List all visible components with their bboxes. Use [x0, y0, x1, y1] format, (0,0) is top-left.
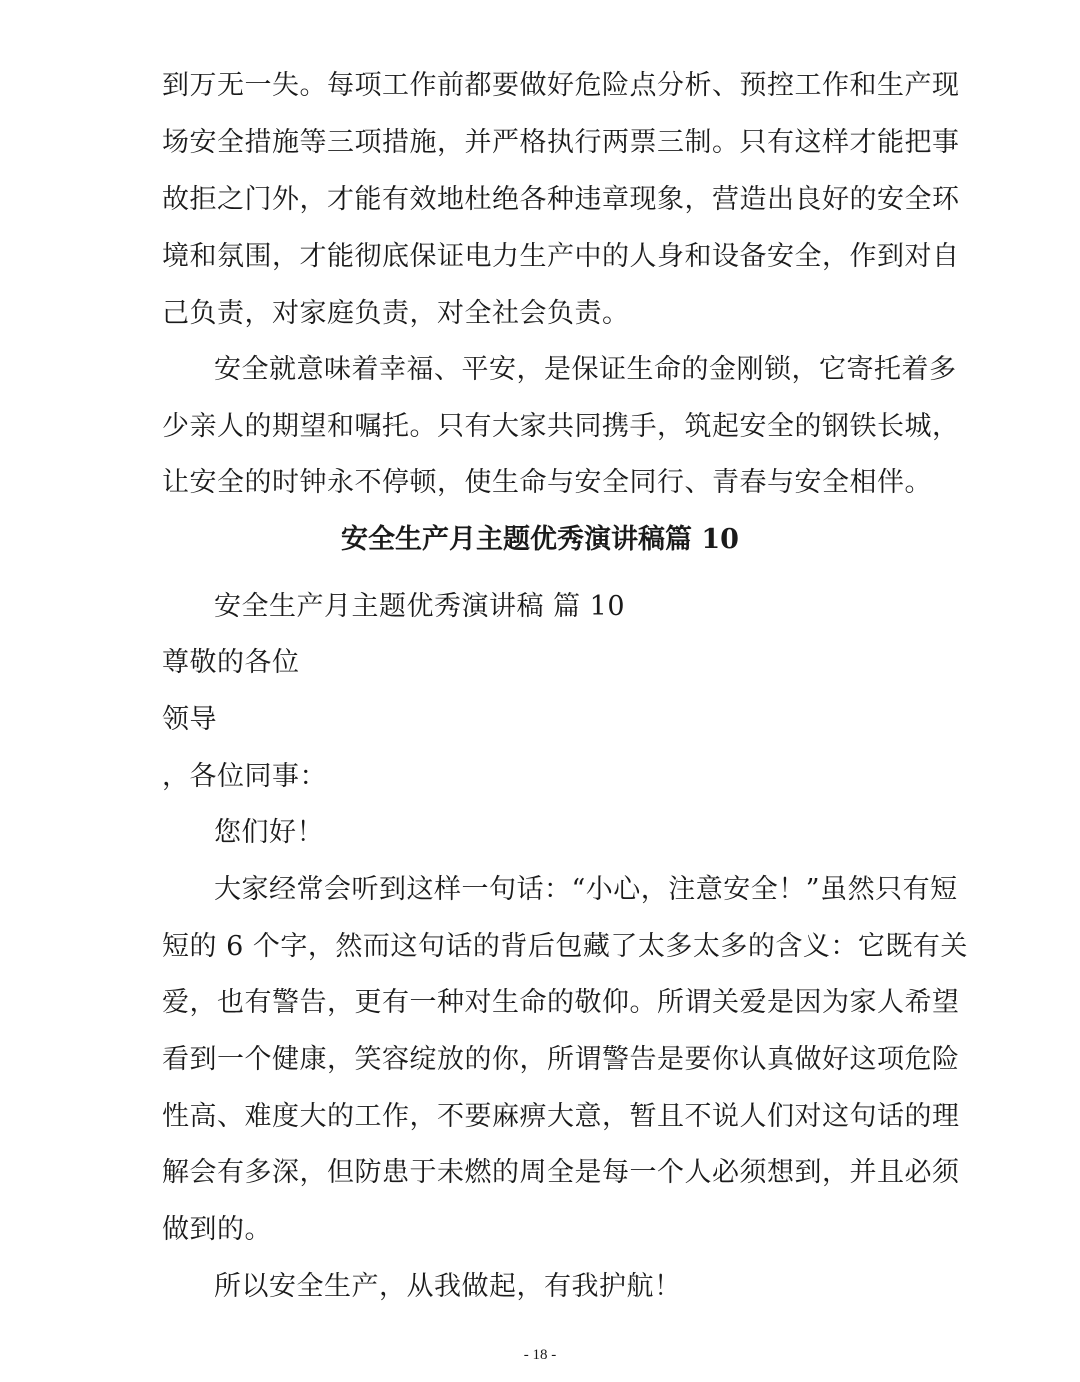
paragraph-2-line-2: 少亲人的期望和嘱托。只有大家共同携手，筑起安全的钢铁长城， — [162, 411, 960, 442]
paragraph-3-line-6: 解会有多深，但防患于未燃的周全是每一个人必须想到，并且必须 — [162, 1157, 960, 1188]
paragraph-3-line-5: 性高、难度大的工作，不要麻痹大意，暂且不说人们对这句话的理 — [162, 1101, 960, 1132]
paragraph-2-line-1: 安全就意味着幸福、平安，是保证生命的金刚锁，它寄托着多 — [214, 354, 957, 385]
paragraph-2-line-3: 让安全的时钟永不停顿，使生命与安全同行、青春与安全相伴。 — [162, 467, 932, 498]
paragraph-1-line-2: 场安全措施等三项措施，并严格执行两票三制。只有这样才能把事 — [162, 127, 960, 158]
greeting: 您们好！ — [214, 817, 324, 848]
closing-line: 所以安全生产，从我做起，有我护航！ — [214, 1271, 682, 1302]
paragraph-1-line-4: 境和氛围，才能彻底保证电力生产中的人身和设备安全，作到对自 — [162, 241, 960, 272]
section-heading: 安全生产月主题优秀演讲稿篇 10 — [341, 524, 739, 555]
paragraph-3-line-3: 爱，也有警告，更有一种对生命的敬仰。所谓关爱是因为家人希望 — [162, 987, 960, 1018]
speech-subtitle: 安全生产月主题优秀演讲稿 篇 10 — [214, 591, 626, 622]
salutation-line-3: ，各位同事： — [162, 761, 327, 792]
paragraph-3-line-7: 做到的。 — [162, 1214, 272, 1245]
paragraph-3-line-4: 看到一个健康，笑容绽放的你，所谓警告是要你认真做好这项危险 — [162, 1044, 960, 1075]
paragraph-3-line-2: 短的 6 个字，然而这句话的背后包藏了太多太多的含义：它既有关 — [162, 931, 968, 962]
paragraph-1-line-3: 故拒之门外，才能有效地杜绝各种违章现象，营造出良好的安全环 — [162, 184, 960, 215]
salutation-line-1: 尊敬的各位 — [162, 647, 300, 678]
salutation-line-2: 领导 — [162, 704, 217, 735]
page-number: - 18 - — [523, 1347, 557, 1363]
paragraph-1-line-1: 到万无一失。每项工作前都要做好危险点分析、预控工作和生产现 — [162, 70, 960, 101]
paragraph-1-line-5: 己负责，对家庭负责，对全社会负责。 — [162, 298, 630, 329]
paragraph-3-line-1: 大家经常会听到这样一句话：“小心，注意安全！”虽然只有短 — [214, 874, 958, 905]
